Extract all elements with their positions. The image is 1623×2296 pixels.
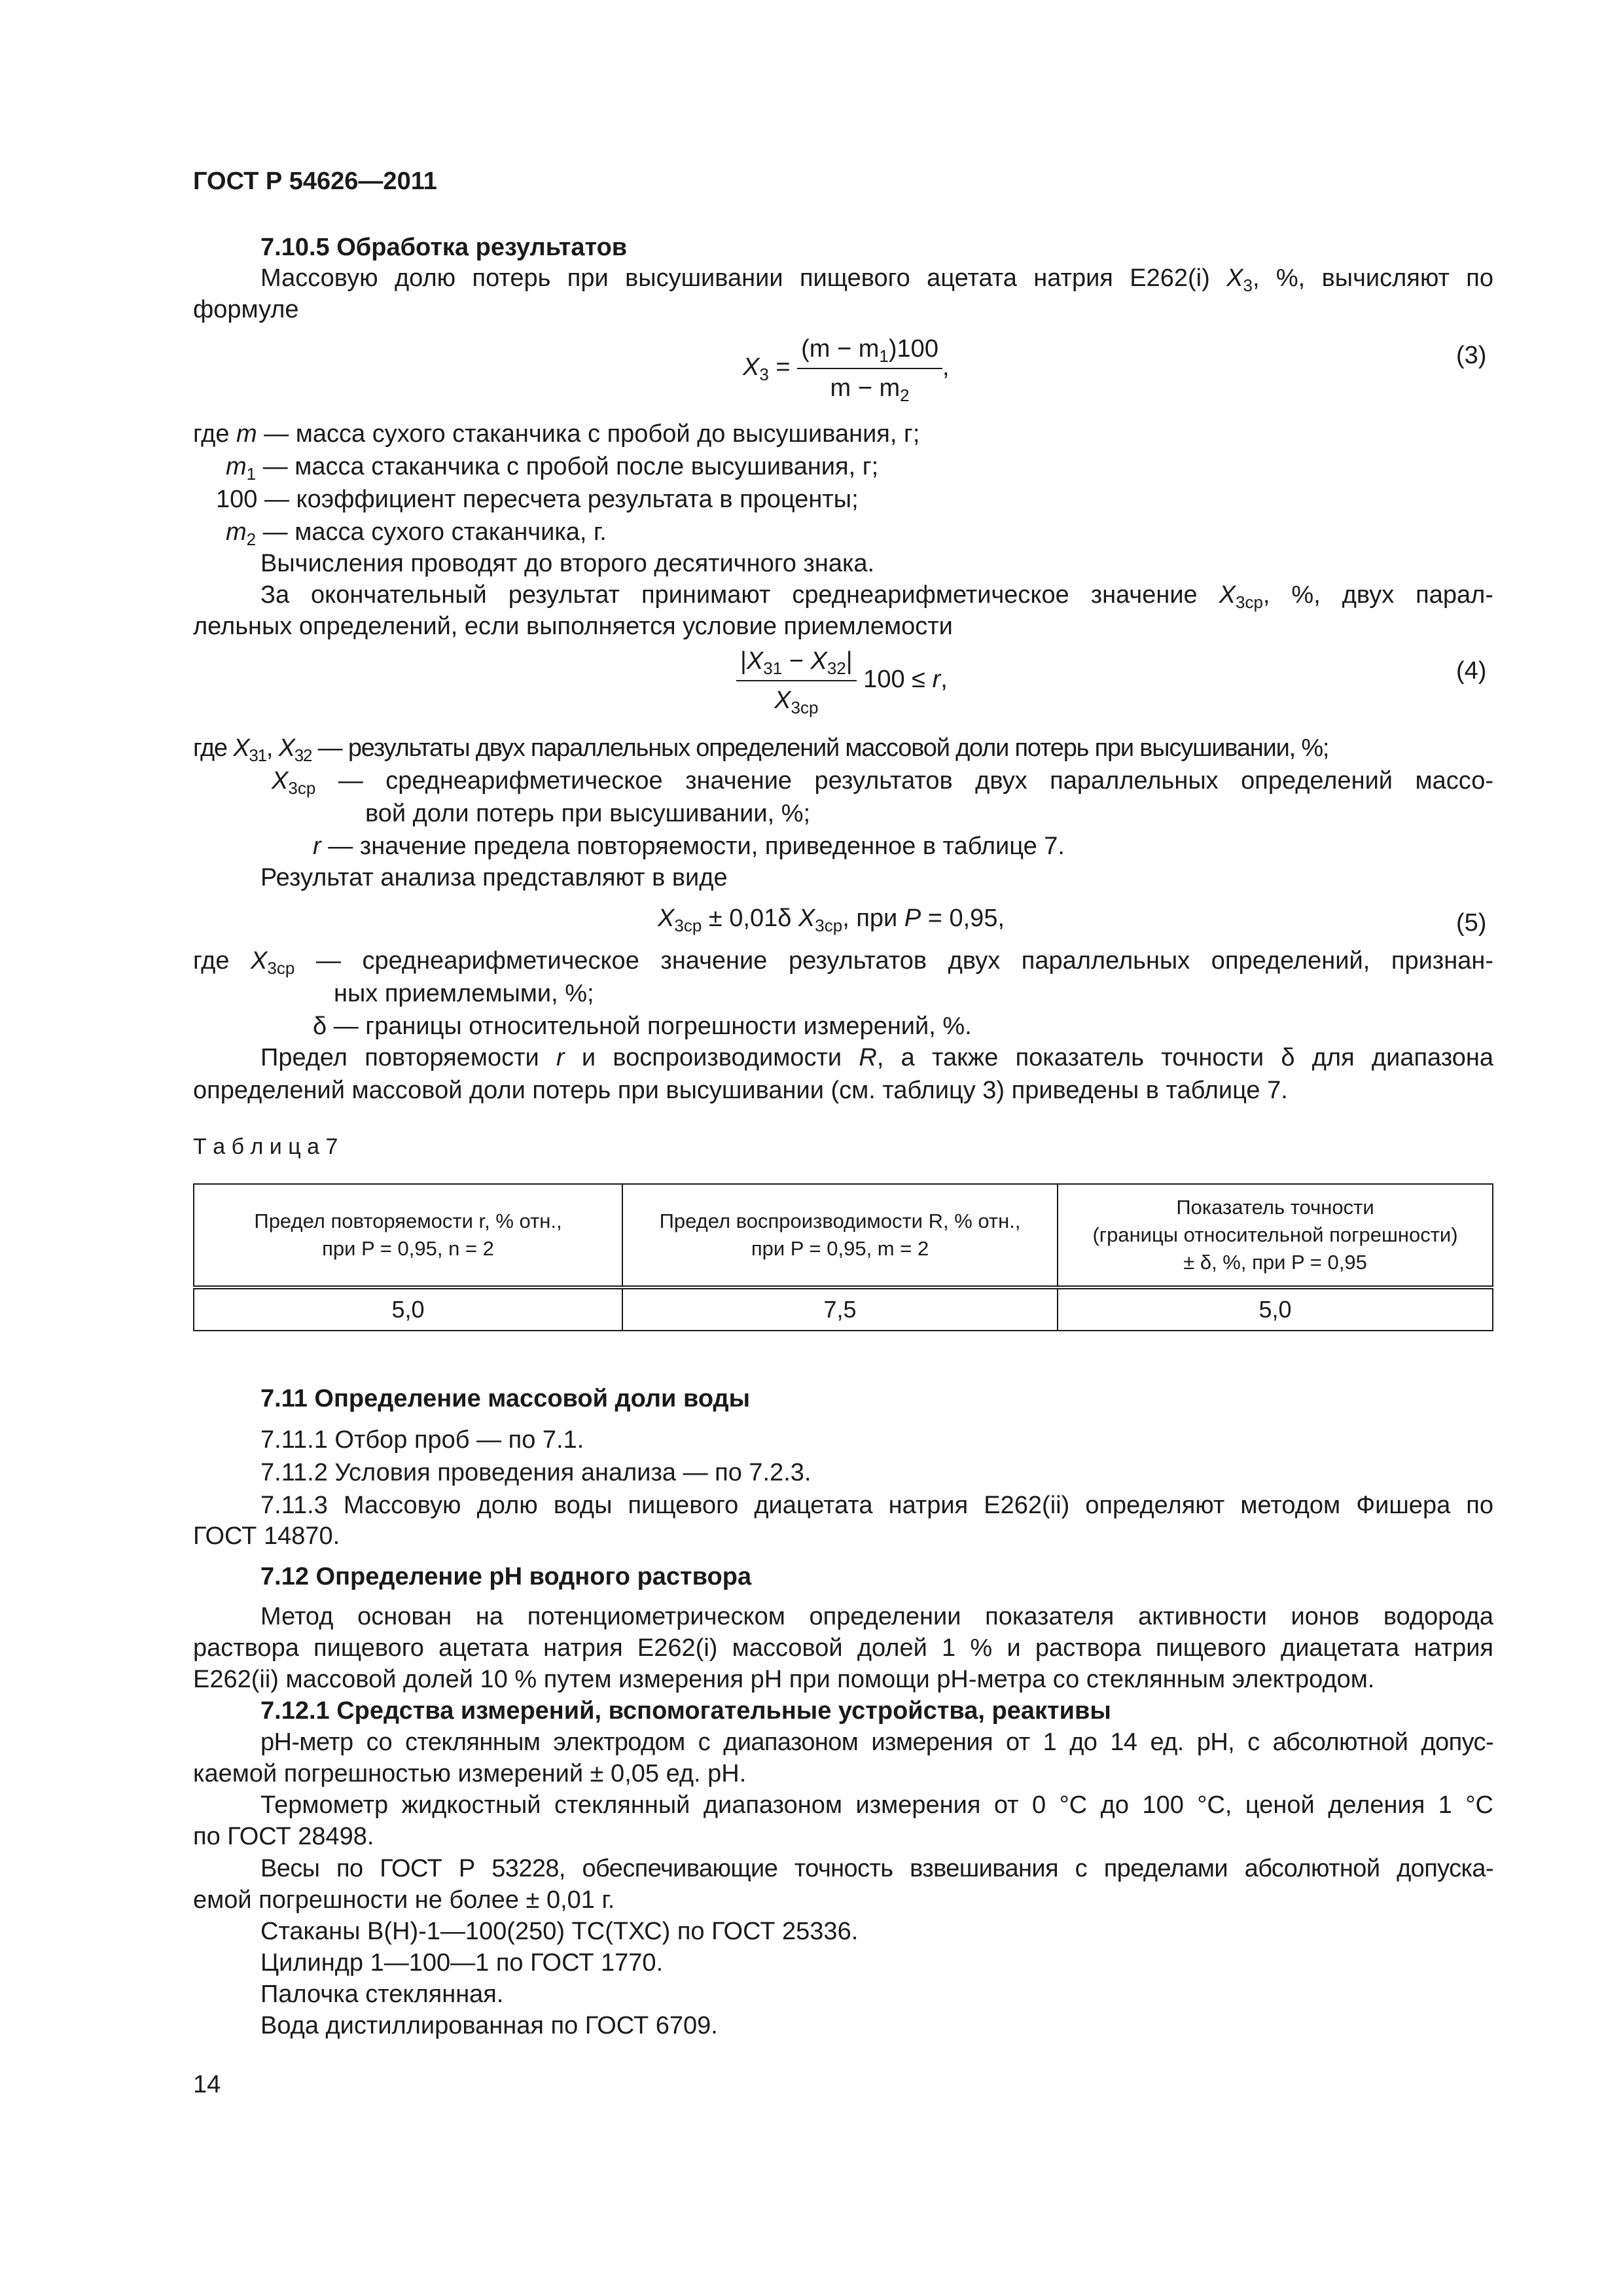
text-segment: Массовую долю потерь при высушивании пищевого ацетата натрия Е262(i) xyxy=(260,264,1227,292)
formula-3-den: m − m xyxy=(830,374,901,402)
header-line: (границы относительной погрешности) xyxy=(1092,1223,1458,1246)
where-m: где m — масса сухого стаканчика с пробой до высушивания, г; xyxy=(193,420,920,448)
where-lead: где xyxy=(193,734,227,762)
table-cell-r: 5,0 xyxy=(194,1287,622,1331)
item-7-11-1: 7.11.1 Отбор проб — по 7.1. xyxy=(260,1426,584,1454)
where-x31-text: — результаты двух параллельных определений массовой доли потерь при высушивании, %; xyxy=(312,734,1329,762)
glass-rod: Палочка стеклянная. xyxy=(260,1981,504,2008)
formula-3-num-b: )100 xyxy=(888,335,938,363)
item-7-11-3: 7.11.3 Массовую долю воды пищевого диацетата натрия Е262(ii) определяют методом Фишера по xyxy=(260,1492,1493,1519)
table-7-caption: Т а б л и ц а 7 xyxy=(193,1134,338,1159)
formula-4-number: (4) xyxy=(1456,657,1487,685)
formula-5: $X_{3ср} \pm 0,01\delta$ $X_{3ср}$, при P = 0,95, xyxy=(658,905,1005,935)
calc-precision: Вычисления проводят до второго десятичного знака. xyxy=(260,550,875,577)
formula-5-mid: ± 0,01δ xyxy=(702,905,798,932)
where-100: 100 — коэффициент пересчета результата в проценты; xyxy=(216,486,859,513)
header-line: ± δ, %, при P = 0,95 xyxy=(1183,1251,1367,1274)
where-lead: где xyxy=(193,947,230,975)
formula-4-r: r xyxy=(932,666,941,694)
where-x3cp: $X_{3ср}$ — среднеарифметическое значение результатов двух параллельных определений массо- xyxy=(272,767,1493,798)
where-x3cp-text: — среднеарифметическое значение результатов двух параллельных определений массо- xyxy=(315,767,1493,795)
item-7-11-2: 7.11.2 Условия проведения анализа — по 7.2.3. xyxy=(260,1459,812,1486)
table-header-repeatability xyxy=(194,1184,622,1287)
ph-meter-l1: pH-метр со стеклянным электродом с диапазоном измерения от 1 до 14 ед. pH, с абсолютной допус- xyxy=(260,1729,1493,1756)
where-m1: $m_1$ — масса стаканчика с пробой после высушивания, г; xyxy=(226,453,879,484)
paragraph-method-l2: раствора пищевого ацетата натрия Е262(i) массовой долей 1 % и раствора пищевого диацетата натрия xyxy=(193,1634,1493,1662)
formula-4-comma: , xyxy=(940,666,948,694)
where-x3cp-continued: вой доли потерь при высушивании, %; xyxy=(365,800,811,827)
text-segment: , а также показатель точности δ для диапазона xyxy=(876,1044,1494,1071)
section-heading-7-11: 7.11 Определение массовой доли воды xyxy=(260,1385,751,1412)
where-m-text: — масса сухого стаканчика с пробой до высушивания, г; xyxy=(257,420,920,448)
formula-4-tail: 100 ≤ xyxy=(856,666,933,694)
var-x: X xyxy=(1226,264,1243,292)
formula-5-tail: , при xyxy=(842,905,904,932)
formula-4-minus: − xyxy=(782,647,811,675)
section-heading-7-12: 7.12 Определение pH водного раствора xyxy=(260,1563,752,1590)
where-x3cp-5-continued: ных приемлемыми, %; xyxy=(334,980,594,1007)
header-line: Показатель точности xyxy=(1176,1196,1374,1219)
paragraph-limits: Предел повторяемости r и воспроизводимости R, а также показатель точности δ для диапазона xyxy=(260,1044,1494,1071)
where-lead: где xyxy=(193,420,230,448)
where-m2-text: — масса сухого стаканчика, г. xyxy=(256,518,607,546)
page-number: 14 xyxy=(193,2071,221,2098)
where-x3cp-5-text: — среднеарифметическое значение результатов двух параллельных определений, признан- xyxy=(294,947,1493,975)
where-r: r — значение предела повторяемости, приведенное в таблице 7. xyxy=(313,833,1065,860)
where-x3cp-5: где $X_{3ср}$ — среднеарифметическое значение результатов двух параллельных определений, признан- xyxy=(193,947,1493,978)
table-cell-delta: 5,0 xyxy=(1058,1287,1493,1331)
text-segment: , %, двух парал- xyxy=(1262,581,1493,609)
table-header-accuracy xyxy=(1058,1184,1493,1287)
formula-5-pval: = 0,95, xyxy=(921,905,1005,932)
glasses: Стаканы В(Н)-1—100(250) ТС(ТХС) по ГОСТ 25336. xyxy=(260,1918,859,1945)
scales-l2: емой погрешности не более ± 0,01 г. xyxy=(193,1886,615,1914)
thermometer-l2: по ГОСТ 28498. xyxy=(193,1823,374,1850)
text-segment: , %, вычисляют по xyxy=(1252,264,1493,292)
cylinder: Цилиндр 1—100—1 по ГОСТ 1770. xyxy=(260,1949,664,1977)
where-x31-x32: где $X_{31}$, $X_{32}$ — результаты двух параллельных определений массовой доли потерь при высушивании, %; xyxy=(193,734,1329,765)
subsection-heading-7-12-1: 7.12.1 Средства измерений, вспомогательные устройства, реактивы xyxy=(260,1697,1111,1725)
paragraph-continuation: формуле xyxy=(193,296,299,323)
thermometer-l1: Термометр жидкостный стеклянный диапазоном измерения от 0 °С до 100 °С, ценой деления 1 °С xyxy=(260,1791,1493,1819)
table-header-reproducibility xyxy=(622,1184,1058,1287)
formula-5-p: P xyxy=(904,905,921,932)
table-cell-R: 7,5 xyxy=(622,1287,1058,1331)
formula-4: $\frac{|X_{31} - X_{32}|}{X_{3ср}}$ 100 ≤ r, xyxy=(736,645,948,717)
header-line: Предел воспроизводимости R, % отн., xyxy=(659,1210,1021,1232)
header-line: Предел повторяемости r, % отн., xyxy=(254,1210,562,1232)
formula-3-number: (3) xyxy=(1456,342,1487,369)
distilled-water: Вода дистиллированная по ГОСТ 6709. xyxy=(260,2012,718,2039)
text-segment: Предел повторяемости xyxy=(260,1044,556,1071)
item-7-11-3-continued: ГОСТ 14870. xyxy=(193,1522,340,1550)
paragraph-mass-fraction: Массовую долю потерь при высушивании пищевого ацетата натрия Е262(i) $X_3$, %, вычисляют по xyxy=(260,264,1493,295)
paragraph-continuation: лельных определений, если выполняется условие приемлемости xyxy=(193,613,953,640)
where-r-text: — значение предела повторяемости, приведенное в таблице 7. xyxy=(321,833,1065,860)
table-7 xyxy=(193,1183,1493,1331)
where-m1-text: — масса стаканчика с пробой после высушивания, г; xyxy=(256,453,879,480)
formula-3-num-a: (m − m xyxy=(801,335,880,363)
paragraph-continuation: определений массовой доли потерь при высушивании (см. таблицу 3) приведены в таблице 7. xyxy=(193,1077,1288,1104)
scales-l1: Весы по ГОСТ Р 53228, обеспечивающие точность взвешивания с пределами абсолютной допуска- xyxy=(260,1855,1493,1882)
paragraph-method-l3: Е262(ii) массовой долей 10 % путем измерения pH при помощи pH-метра со стеклянным электродом. xyxy=(193,1666,1375,1693)
formula-5-number: (5) xyxy=(1456,909,1487,937)
paragraph-method-l1: Метод основан на потенциометрическом определении показателя активности ионов водорода xyxy=(260,1603,1493,1630)
section-heading-7-10-5: 7.10.5 Обработка результатов xyxy=(260,234,628,261)
text-segment: За окончательный результат принимают среднеарифметическое значение xyxy=(260,581,1219,609)
header-line: при P = 0,95, n = 2 xyxy=(322,1237,494,1260)
ph-meter-l2: каемой погрешностью измерений ± 0,05 ед. pH. xyxy=(193,1760,747,1787)
header-line: при P = 0,95, m = 2 xyxy=(751,1237,929,1260)
text-segment: и воспроизводимости xyxy=(564,1044,859,1071)
formula-3-tail: , xyxy=(942,353,950,382)
where-delta: δ — границы относительной погрешности измерений, %. xyxy=(313,1013,972,1040)
formula-3: $X_3$ = $\frac{(m - m_1)100}{m - m_2}$ , xyxy=(743,332,950,404)
result-form: Результат анализа представляют в виде xyxy=(260,864,728,891)
paragraph-final-result: За окончательный результат принимают среднеарифметическое значение $X_{3ср}$, %, двух парал- xyxy=(260,581,1493,612)
doc-id-header: ГОСТ Р 54626—2011 xyxy=(193,168,437,195)
where-m2: $m_2$ — масса сухого стаканчика, г. xyxy=(226,518,607,549)
